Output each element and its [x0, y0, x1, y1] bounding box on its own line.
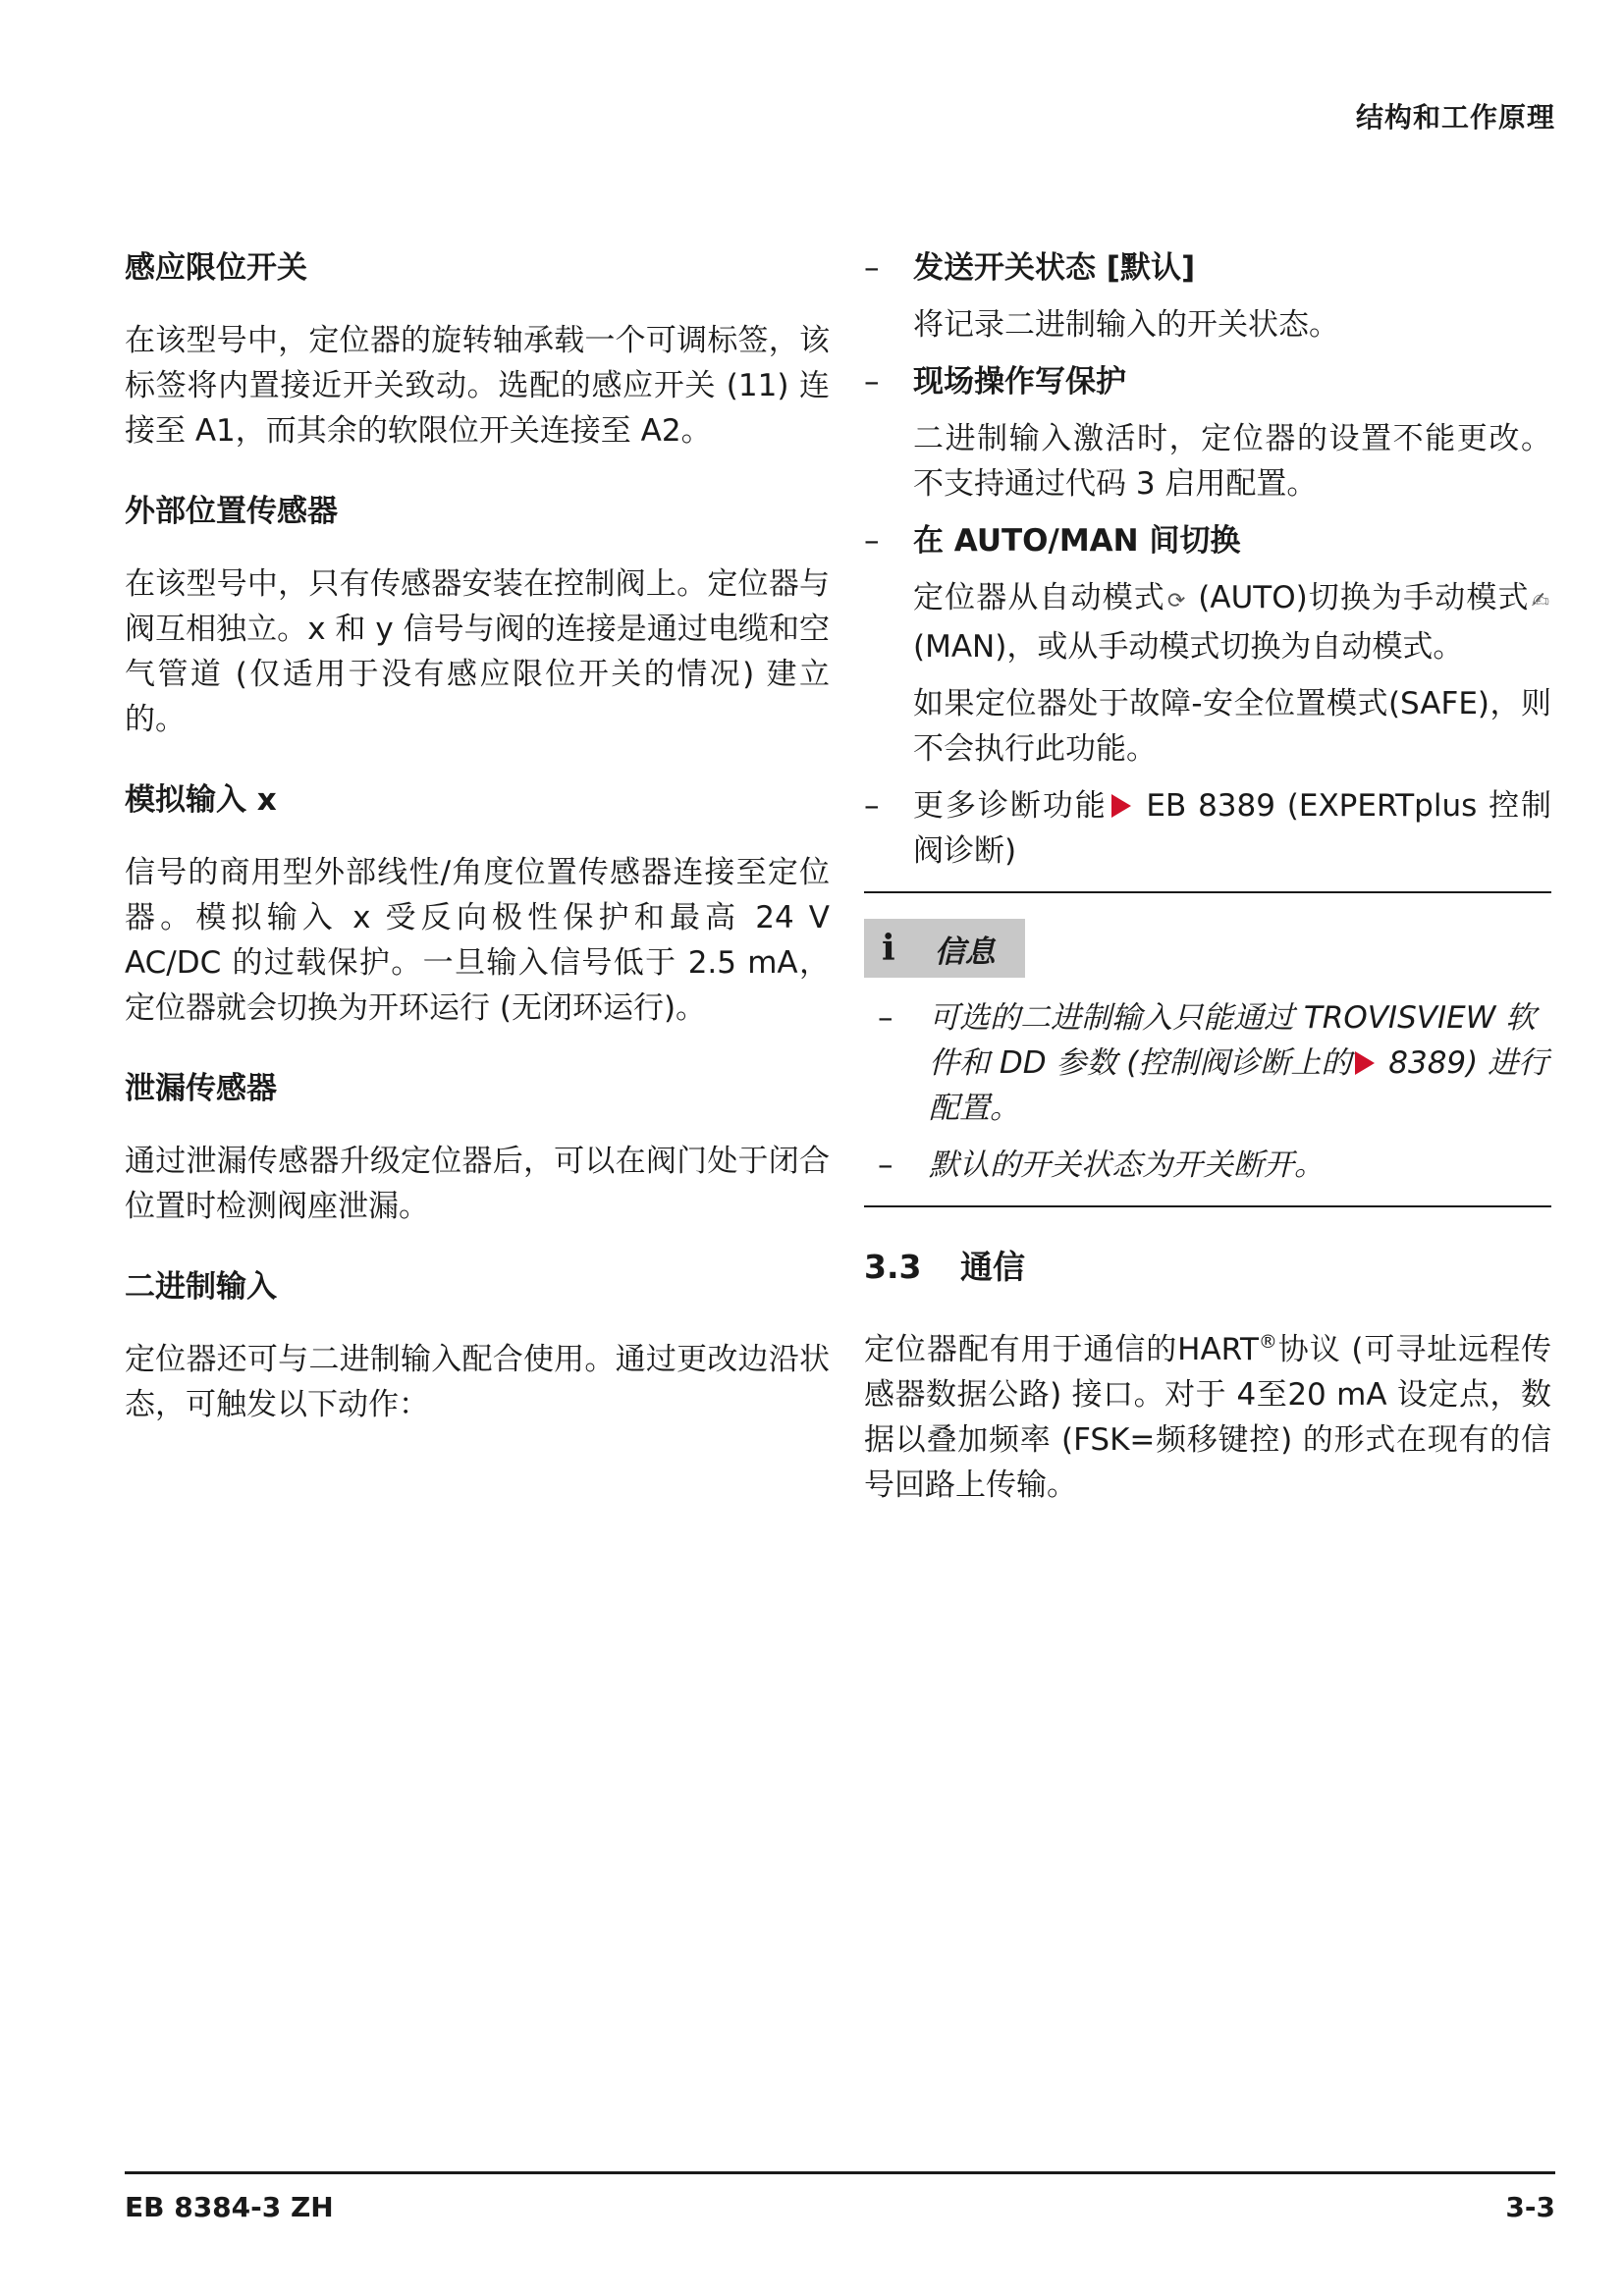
- chapter-header: 结构和工作原理: [1355, 101, 1555, 133]
- list-item-text: 将记录二进制输入的开关状态。: [913, 307, 1339, 343]
- list-item-text: 二进制输入激活时，定位器的设置不能更改。不支持通过代码 3 启用配置。: [913, 421, 1551, 502]
- section-title-binary-input: 二进制输入: [125, 1269, 277, 1305]
- footer-document-id: EB 8384-3 ZH: [125, 2191, 334, 2223]
- list-dash: –: [878, 1000, 893, 1036]
- text-part: 更多诊断功能: [913, 788, 1108, 824]
- manual-mode-icon: ✍: [1531, 589, 1550, 614]
- footer-page-number: 3-3: [1505, 2191, 1555, 2223]
- text-part: 可选的二进制输入只能通过 TROVISVIEW 软件和 DD 参数 (控制阀诊断上的: [929, 1000, 1537, 1081]
- info-text: 默认的开关状态为开关断开。: [929, 1148, 1325, 1183]
- info-list: [864, 995, 1551, 1188]
- reference-arrow-icon: [1355, 1051, 1375, 1075]
- title-part: 间切换: [1138, 523, 1241, 559]
- list-item-title: 发送开关状态 [默认]: [913, 250, 1196, 286]
- section-title-leakage-sensor: 泄漏传感器: [125, 1071, 277, 1106]
- text-part: (AUTO)切换为手动模式: [1187, 580, 1530, 615]
- info-text: [929, 995, 1551, 1131]
- list-item-text: [913, 575, 1551, 669]
- info-box: [864, 919, 1025, 978]
- list-item: [864, 783, 1551, 874]
- reference-arrow-icon: [1111, 794, 1131, 818]
- list-dash: –: [864, 250, 880, 286]
- list-item-title: 现场操作写保护: [913, 364, 1126, 400]
- list-dash: –: [864, 788, 880, 824]
- info-top-rule: [864, 891, 1551, 893]
- title-part-bold: AUTO/MAN: [953, 523, 1139, 559]
- info-bottom-rule: [864, 1205, 1551, 1207]
- paragraph-communication: [864, 1319, 1551, 1508]
- info-item: [864, 995, 1551, 1131]
- registered-mark: ®: [1258, 1331, 1277, 1353]
- section-title: 通信: [960, 1248, 1025, 1286]
- right-column: [864, 245, 1551, 1543]
- section-title-inductive-switch: 感应限位开关: [125, 250, 307, 286]
- list-item-text: [913, 783, 1551, 874]
- list-item: [864, 359, 1551, 507]
- footer-rule: [125, 2171, 1555, 2174]
- left-column: [125, 245, 830, 1463]
- info-item: [864, 1143, 1551, 1188]
- text-part: 定位器配有用于通信的HART: [864, 1332, 1259, 1367]
- info-icon: i: [882, 928, 895, 969]
- reference-link[interactable]: EB 8389 (EXPERTplus 控制阀诊断): [913, 788, 1552, 869]
- text-part: 协议 (可寻址远程传感器数据公路) 接口。对于 4至20 mA 设定点，数据以叠加频率 (FSK=频移键控) 的形式在现有的信号回路上传输。: [864, 1332, 1551, 1503]
- list-item: [864, 245, 1551, 347]
- paragraph-leakage-sensor: 通过泄漏传感器升级定位器后，可以在阀门处于闭合位置时检测阀座泄漏。: [125, 1144, 830, 1224]
- info-label: 信息: [934, 934, 996, 970]
- list-dash: –: [864, 523, 880, 559]
- section-title-external-sensor: 外部位置传感器: [125, 494, 338, 529]
- paragraph-binary-input: 定位器还可与二进制输入配合使用。通过更改边沿状态，可触发以下动作：: [125, 1342, 830, 1422]
- reference-link[interactable]: 8389) 进行配置。: [929, 1045, 1549, 1126]
- auto-mode-icon: ⟳: [1166, 589, 1186, 614]
- title-part: 在: [913, 523, 954, 559]
- section-title-analog-input: 模拟输入 x: [125, 782, 277, 818]
- paragraph-analog-input: 信号的商用型外部线性/角度位置传感器连接至定位器。模拟输入 x 受反向极性保护和最高 24 V AC/DC 的过载保护。一旦输入信号低于 2.5 mA，定位器就会切换为开环运行 (无闭环运行)。: [125, 855, 830, 1026]
- list-item-text: 如果定位器处于故障-安全位置模式(SAFE)，则不会执行此功能。: [913, 686, 1551, 767]
- text-part: (MAN)，或从手动模式切换为自动模式。: [913, 629, 1464, 665]
- list-item: [864, 518, 1551, 772]
- paragraph-inductive-switch: 在该型号中，定位器的旋转轴承载一个可调标签，该标签将内置接近开关致动。选配的感应开关 (11) 连接至 A1，而其余的软限位开关连接至 A2。: [125, 323, 830, 449]
- list-dash: –: [864, 364, 880, 400]
- section-number: 3.3: [864, 1248, 922, 1286]
- section-heading-communication: [864, 1245, 1551, 1290]
- list-dash: –: [878, 1148, 893, 1183]
- paragraph-external-sensor: 在该型号中，只有传感器安装在控制阀上。定位器与阀互相独立。x 和 y 信号与阀的连接是通过电缆和空气管道 (仅适用于没有感应限位开关的情况) 建立的。: [125, 566, 830, 737]
- text-part: 定位器从自动模式: [913, 580, 1165, 615]
- list-item-title: [913, 518, 1551, 563]
